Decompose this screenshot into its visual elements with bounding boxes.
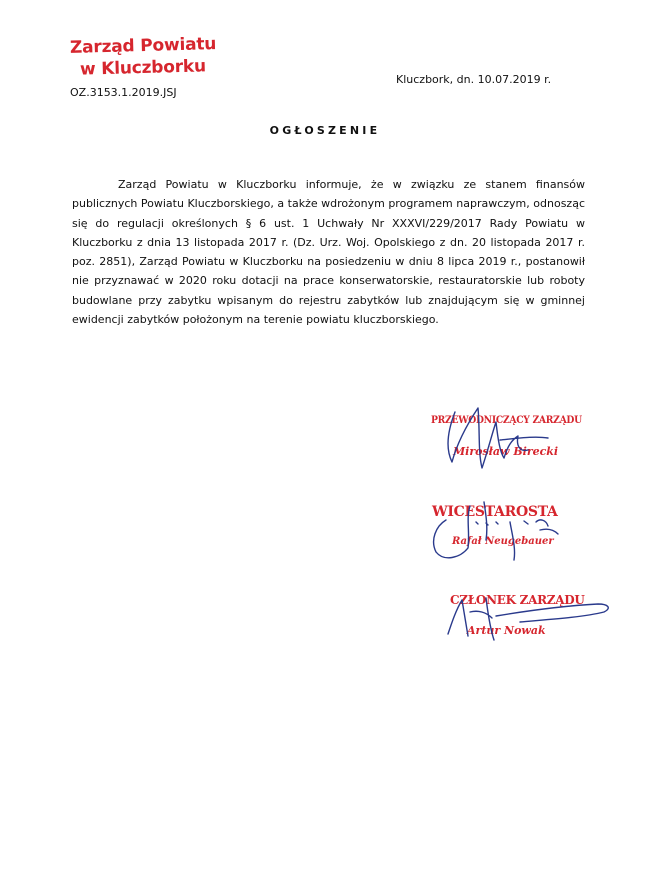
signature-3-title: CZŁONEK ZARZĄDU (450, 593, 585, 607)
signature-2-name: Rafał Neugebauer (452, 536, 554, 547)
signature-1-name: Mirosław Birecki (453, 445, 559, 458)
document-title: OGŁOSZENIE (269, 124, 381, 137)
office-stamp-line1: Zarząd Powiatu (69, 34, 217, 58)
signature-2-title: WICESTAROSTA (432, 504, 558, 520)
announcement-body: Zarząd Powiatu w Kluczborku informuje, że w związku ze stanem finansów publicznych Powiatu Kluczborskiego, a także wdrożonym programem naprawczym, odnosząc się do regulacji określonych § 6 ust. 1 Uchwały Nr XXXVI/229/2017 Rady Powiatu w Kluczborku z dnia 13 listopada 2017 r. (Dz. Urz. Woj. Opolskiego z dn. 20 listopada 2017 r. poz. 2851), Zarząd Powiatu w Kluczborku na posiedzeniu w dniu 8 lipca 2019 r., postanowił nie przyznawać w 2020 roku dotacji na prace konserwatorskie, restauratorskie lub roboty budowlane przy zabytku wpisanym do rejestru zabytków lub znajdującym się w gminnej ewidencji zabytków położonym na terenie powiatu kluczborskiego. (72, 178, 585, 327)
office-stamp-line2: w Kluczborku (79, 56, 207, 80)
signature-1-title: PRZEWODNICZĄCY ZARZĄDU (431, 415, 582, 426)
document-date: Kluczbork, dn. 10.07.2019 r. (396, 73, 552, 86)
signature-3-name: Artur Nowak (467, 624, 546, 637)
reference-number: OZ.3153.1.2019.JSJ (70, 86, 177, 99)
